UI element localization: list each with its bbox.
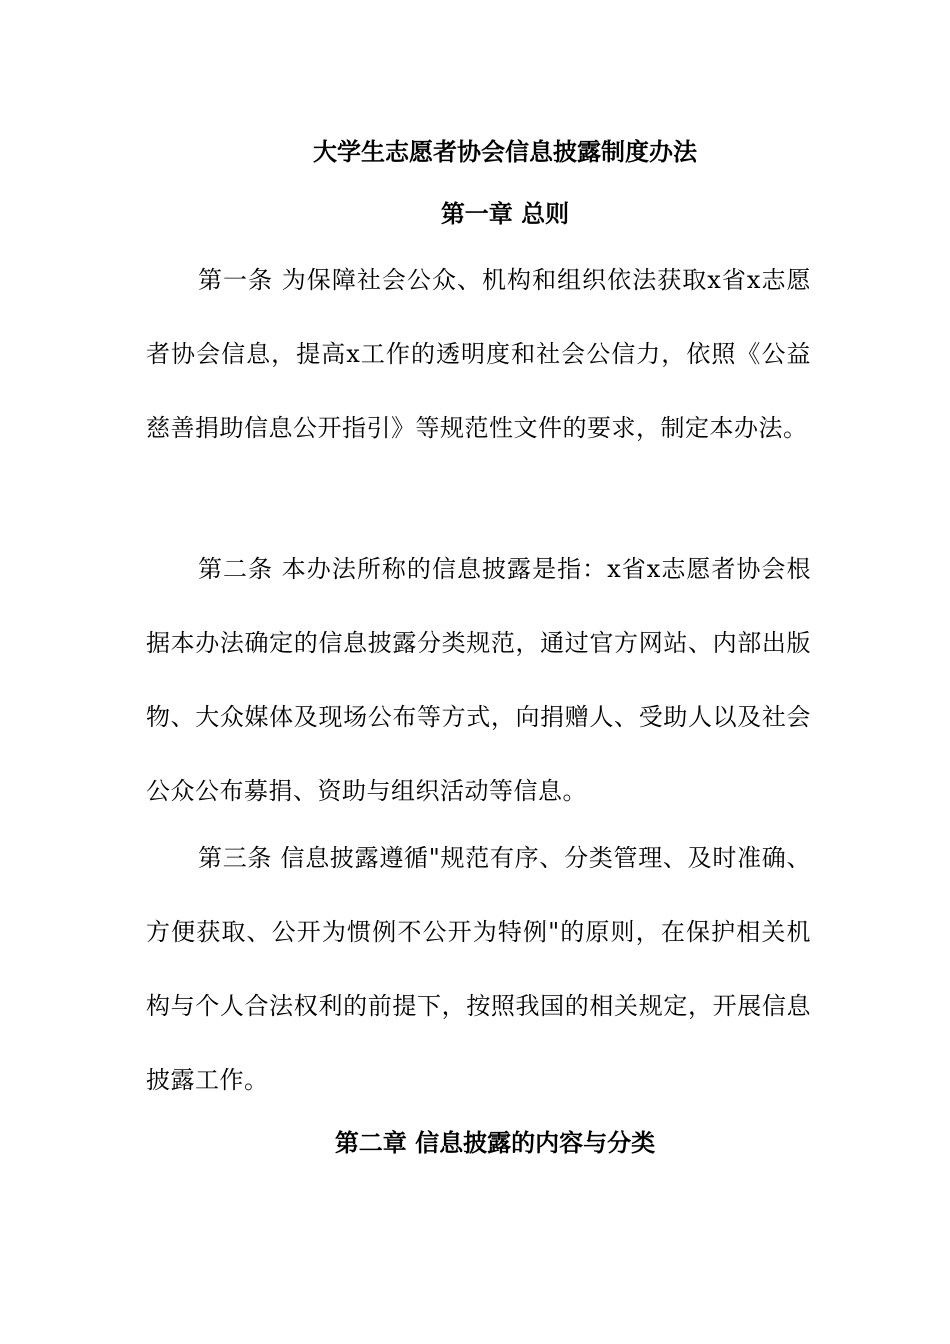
document-title: 大学生志愿者协会信息披露制度办法 [313,138,697,166]
article-2: 第二条 本办法所称的信息披露是指：x省x志愿者协会根据本办法确定的信息披露分类规范，通过官方网站、内部出版物、大众媒体及现场公布等方式，向捐赠人、受助人以及社会公众公布募捐、资助与组织活动等信息。 [146,555,811,805]
article-1: 第一条 为保障社会公众、机构和组织依法获取x省x志愿者协会信息，提高x工作的透明度和社会公信力，依照《公益慈善捐助信息公开指引》等规范性文件的要求，制定本办法。 [146,266,811,442]
chapter-heading-2: 第二章 信息披露的内容与分类 [334,1129,656,1157]
chapter-heading-1: 第一章 总则 [440,200,570,228]
article-3: 第三条 信息披露遵循"规范有序、分类管理、及时准确、方便获取、公开为惯例不公开为特例"的原则，在保护相关机构与个人合法权利的前提下，按照我国的相关规定，开展信息披露工作。 [146,844,811,1094]
